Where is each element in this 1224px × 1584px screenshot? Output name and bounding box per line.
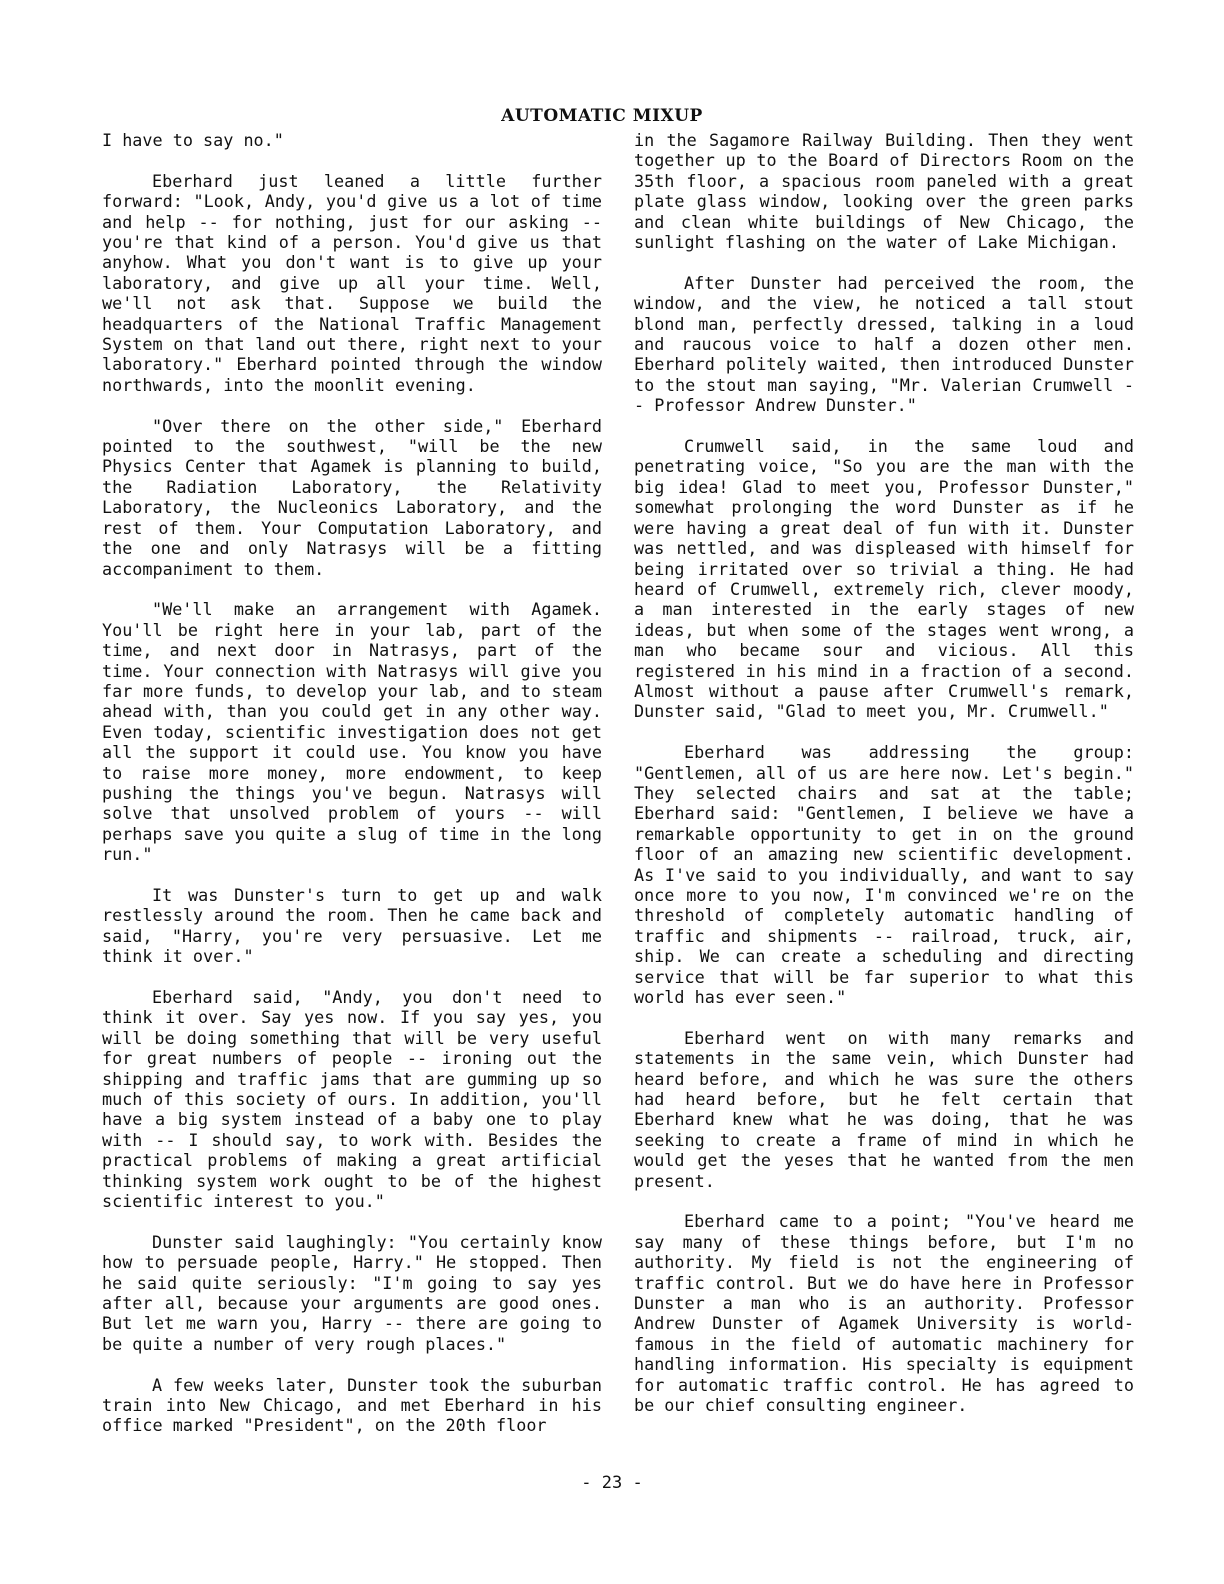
- paragraph: Eberhard just leaned a little further forward: "Look, Andy, you'd give us a lot of time and help -- for nothing, just for our asking -- you're that kind of a person. You'd give us that anyhow. What you don't want is to give up your laboratory, and give up all your time. Well, we'll not ask that. Suppose we build the headquarters of the National Traffic Management System on that land out there, right next to your laboratory." Eberhard pointed through the window northwards, into the moonlit evening.: [102, 170, 602, 395]
- paragraph: in the Sagamore Railway Building. Then they went together up to the Board of Directors Room on the 35th floor, a spacious room paneled with a great plate glass window, looking over the green parks and clean white buildings of New Chicago, the sunlight flashing on the water of Lake Michigan.: [634, 130, 1134, 253]
- paragraph: "We'll make an arrangement with Agamek. You'll be right here in your lab, part of the time, and next door in Natrasys, part of the time. Your connection with Natrasys will give you far more funds, to develop your lab, and to steam ahead with, than you could get in any other way. Even today, scientific investigation does not get all the support it could use. You know you have to raise more money, more endowment, to keep pushing the things you've begun. Natrasys will solve that unsolved problem of yours -- will perhaps save you quite a slug of time in the long run.": [102, 599, 602, 865]
- right-column: [634, 130, 1134, 1436]
- paragraph: It was Dunster's turn to get up and walk restlessly around the room. Then he came back and said, "Harry, you're very persuasive. Let me think it over.": [102, 884, 602, 967]
- paragraph: Eberhard went on with many remarks and statements in the same vein, which Dunster had heard before, and which he was sure the others had heard before, but he felt certain that Eberhard knew what he was doing, that he was seeking to create a frame of mind in which he would get the yeses that he wanted from the men present.: [634, 1027, 1134, 1191]
- paragraph: Dunster said laughingly: "You certainly know how to persuade people, Harry." He stopped. Then he said quite seriously: "I'm going to say yes after all, because your arguments are good ones. But let me warn you, Harry -- there are going to be quite a number of very rough places.": [102, 1231, 602, 1354]
- paragraph: Eberhard came to a point; "You've heard me say many of these things before, but I'm no authority. My field is not the engineering of traffic control. But we do have here in Professor Dunster a man who is an authority. Professor Andrew Dunster of Agamek University is world-famous in the field of automatic machinery for handling information. His specialty is equipment for automatic traffic control. He has agreed to be our chief consulting engineer.: [634, 1211, 1134, 1416]
- paragraph: "Over there on the other side," Eberhard pointed to the southwest, "will be the new Physics Center that Agamek is planning to build, the Radiation Laboratory, the Relativity Laboratory, the Nucleonics Laboratory, and the rest of them. Your Computation Laboratory, and the one and only Natrasys will be a fitting accompaniment to them.: [102, 415, 602, 579]
- paragraph: A few weeks later, Dunster took the suburban train into New Chicago, and met Eberhard in his office marked "President", on the 20th floor: [102, 1374, 602, 1436]
- page-number: - 23 -: [581, 1473, 643, 1493]
- running-title-text: AUTOMATIC MIXUP: [501, 106, 703, 126]
- paragraph: Eberhard said, "Andy, you don't need to think it over. Say yes now. If you say yes, you will be doing something that will be very useful for great numbers of people -- ironing out the shipping and traffic jams that are gumming up so much of this society of ours. In addition, you'll have a big system instead of a baby one to play with -- I should say, to work with. Besides the practical problems of making a great artificial thinking system work ought to be of the highest scientific interest to you.": [102, 986, 602, 1212]
- paragraph: After Dunster had perceived the room, the window, and the view, he noticed a tall stout blond man, perfectly dressed, talking in a loud and raucous voice to half a dozen other men. Eberhard politely waited, then introduced Dunster to the stout man saying, "Mr. Valerian Crumwell -- Professor Andrew Dunster.": [634, 272, 1134, 416]
- paragraph: Crumwell said, in the same loud and penetrating voice, "So you are the man with the big idea! Glad to meet you, Professor Dunster," somewhat prolonging the word Dunster as if he were having a great deal of fun with it. Dunster was nettled, and was displeased with himself for being irritated over so trivial a thing. He had heard of Crumwell, extremely rich, clever moody, a man interested in the early stages of new ideas, but when some of the stages went wrong, a man who became sour and vicious. All this registered in his mind in a fraction of a second. Almost without a pause after Crumwell's remark, Dunster said, "Glad to meet you, Mr. Crumwell.": [634, 436, 1134, 722]
- running-title: [0, 106, 1224, 126]
- left-column: [102, 130, 602, 1456]
- paragraph: I have to say no.": [102, 130, 284, 150]
- paragraph: Eberhard was addressing the group: "Gentlemen, all of us are here now. Let's begin." They selected chairs and sat at the table; Eberhard said: "Gentlemen, I believe we have a remarkable opportunity to get in on the ground floor of an amazing new scientific development. As I've said to you individually, and want to say once more to you now, I'm convinced we're on the threshold of completely automatic handling of traffic and shipments -- railroad, truck, air, ship. We can create a scheduling and directing service that will be far superior to what this world has ever seen.": [634, 742, 1134, 1008]
